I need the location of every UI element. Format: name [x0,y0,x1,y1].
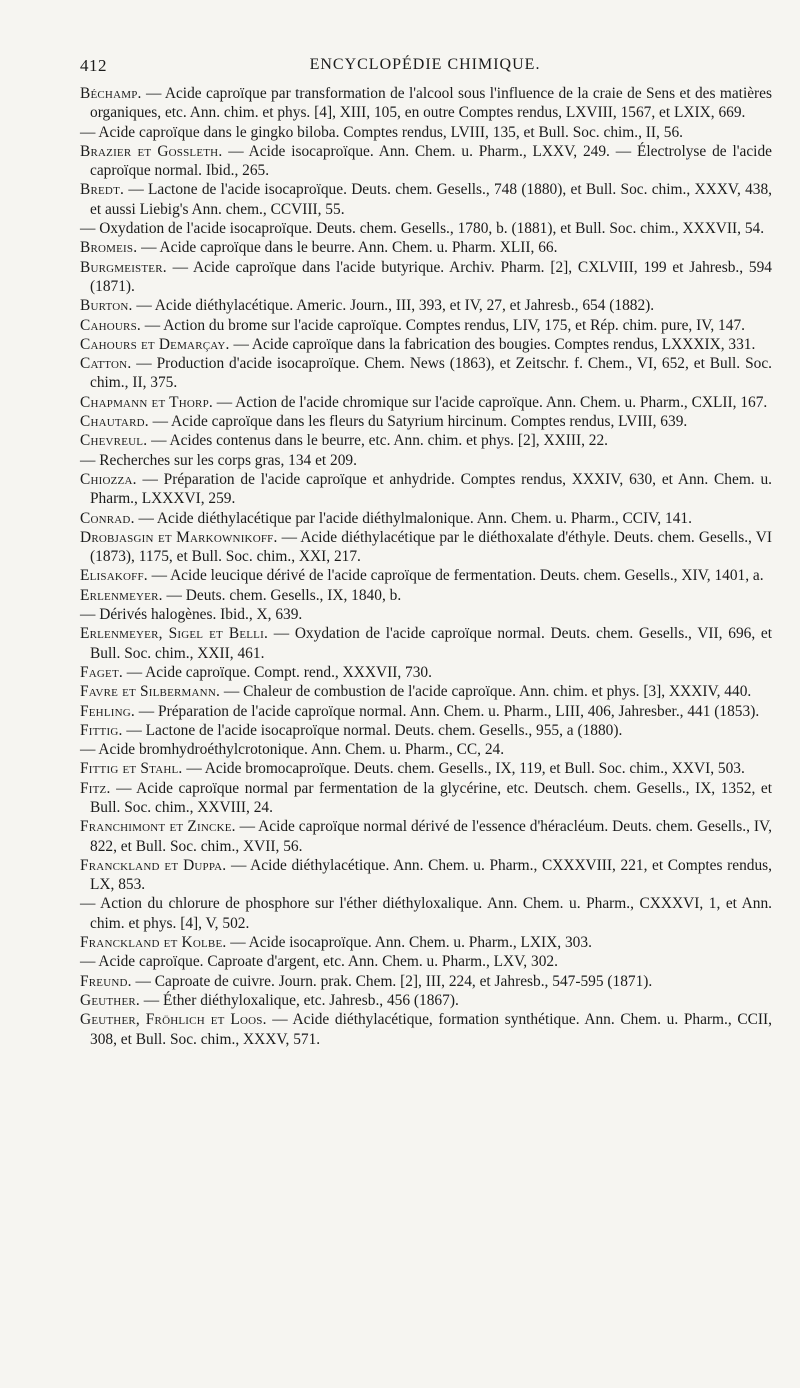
entry-text: — Oxydation de l'acide caproïque normal. Deuts. chem. Gesells., VII, 696, et Bull. Soc. chim., XXII, 461. [90,625,773,662]
bibliography-entry [80,335,772,354]
bibliography-entry [80,817,772,856]
entry-text: — Acide caproïque par transformation de l'alcool sous l'influence de la craie de Sens et des matières organiques, etc. Ann. chim. et phys. [4], XIII, 105, en outre Comptes rendus, LXVIII, 1567, et LXIX, 669. [90,85,772,122]
entry-text: — Préparation de l'acide caproïque normal. Ann. Chem. u. Pharm., LIII, 406, Jahresber., 441 (1853). [134,702,760,720]
bibliography-entry [80,258,772,297]
bibliography-list [80,84,772,1049]
entry-text: — Acides contenus dans le beurre, etc. Ann. chim. et phys. [2], XXIII, 22. [147,432,608,450]
bibliography-entry [80,451,772,470]
entry-text: — Acide diéthylacétique. Ann. Chem. u. Pharm., CXXXVIII, 221, et Comptes rendus, LX, 853. [90,856,772,894]
bibliography-entry [80,1010,772,1049]
entry-text: — Action du brome sur l'acide caproïque. Comptes rendus, LIV, 175, et Rép. chim. pure, IV, 147. [140,316,745,334]
bibliography-entry [80,219,772,238]
bibliography-entry [80,856,772,895]
bibliography-entry [80,972,772,991]
entry-text: — Dérivés halogènes. Ibid., X, 639. [80,606,303,624]
bibliography-entry [80,84,772,123]
entry-text: — Acide caproïque dans les fleurs du Satyrium hircinum. Comptes rendus, LVIII, 639. [148,413,688,431]
entry-author: Franckland et Duppa. [80,856,227,874]
page-header [80,50,770,84]
bibliography-entry [80,296,772,315]
bibliography-entry [80,528,772,567]
bibliography-entry [80,586,772,605]
entry-author: Bredt. [80,181,125,199]
bibliography-entry [80,123,772,142]
entry-text: — Caproate de cuivre. Journ. prak. Chem. [2], III, 224, et Jahresb., 547-595 (1871). [131,972,653,990]
entry-author: Chiozza. [80,470,137,488]
entry-author: Fittig et Stahl. [80,760,183,778]
entry-author: Erlenmeyer, Sigel et Belli. [80,625,268,643]
entry-author: Franchimont et Zincke. [80,818,236,836]
entry-text: — Deuts. chem. Gesells., IX, 1840, b. [162,586,402,604]
bibliography-entry [80,393,772,412]
entry-author: Conrad. [80,509,135,527]
entry-author: Fehling. [80,702,135,720]
bibliography-entry [80,238,772,257]
entry-text: — Acide isocaproïque. Ann. Chem. u. Pharm., LXIX, 303. [226,934,592,952]
entry-author: Fitz. [80,779,111,797]
bibliography-entry [80,354,772,393]
entry-text: — Acide caproïque. Caproate d'argent, etc. Ann. Chem. u. Pharm., LXV, 302. [80,953,558,971]
bibliography-entry [80,740,772,759]
entry-text: — Production d'acide isocaproïque. Chem. News (1863), et Zeitschr. f. Chem., VI, 652, et Bull. Soc. chim., II, 375. [90,355,772,392]
entry-author: Freund. [80,972,132,990]
entry-author: Béchamp. [80,85,142,102]
bibliography-entry [80,566,772,585]
entry-text: — Action du chlorure de phosphore sur l'éther diéthyloxalique. Ann. Chem. u. Pharm., CXXXVI, 1, et Ann. chim. et phys. [4], V, 502. [80,895,772,932]
entry-text: — Acide caproïque dans l'acide butyrique. Archiv. Pharm. [2], CXLVIII, 199 et Jahresb., 594 (1871). [90,258,772,295]
entry-text: — Chaleur de combustion de l'acide caproïque. Ann. chim. et phys. [3], XXXIV, 440. [220,683,752,701]
entry-author: Chapmann et Thorp. [80,393,213,411]
entry-text: — Acide bromocaproïque. Deuts. chem. Gesells., IX, 119, et Bull. Soc. chim., XXVI, 503. [182,760,745,778]
entry-text: — Lactone de l'acide isocaproïque normal. Deuts. chem. Gesells., 955, a (1880). [122,721,623,739]
entry-text: — Acide bromhydroéthylcrotonique. Ann. Chem. u. Pharm., CC, 24. [80,741,505,759]
entry-author: Chevreul. [80,432,148,450]
entry-text: — Acide caproïque normal par fermentation de la glycérine, etc. Deutsch. chem. Gesells., IX, 1352, et Bull. Soc. chim., XXVIII, 24. [90,779,772,816]
entry-author: Catton. [80,355,132,373]
entry-author: Burgmeister. [80,258,167,276]
bibliography-entry [80,605,772,624]
entry-author: Burton. [80,297,133,315]
entry-author: Cahours et Demarçay. [80,335,230,353]
bibliography-entry [80,991,772,1010]
entry-author: Chautard. [80,413,149,431]
bibliography-entry [80,180,772,219]
bibliography-entry [80,779,772,818]
bibliography-entry [80,316,772,335]
entry-author: Geuther. [80,991,140,1009]
bibliography-entry [80,509,772,528]
entry-text: — Acide diéthylacétique par l'acide diéthylmalonique. Ann. Chem. u. Pharm., CCIV, 141. [134,509,692,527]
bibliography-entry [80,682,772,701]
entry-text: — Action de l'acide chromique sur l'acide caproïque. Ann. Chem. u. Pharm., CXLII, 167. [212,393,768,411]
bibliography-entry [80,759,772,778]
bibliography-entry [80,952,772,971]
bibliography-entry [80,470,772,509]
bibliography-entry [80,142,772,181]
entry-author: Erlenmeyer. [80,586,163,604]
entry-text: — Acide caproïque dans le gingko biloba. Comptes rendus, LVIII, 135, et Bull. Soc. chim., II, 56. [80,123,683,141]
entry-text: — Acide diéthylacétique par le diéthoxalate d'éthyle. Deuts. chem. Gesells., VI (1873), 1175, et Bull. Soc. chim., XXI, 217. [90,528,772,566]
bibliography-entry [80,663,772,682]
bibliography-entry [80,933,772,952]
entry-text: — Acide caproïque normal dérivé de l'essence d'héracléum. Deuts. chem. Gesells., IV, 822, et Bull. Soc. chim., XVII, 56. [90,818,772,855]
entry-text: — Lactone de l'acide isocaproïque. Deuts. chem. Gesells., 748 (1880), et Bull. Soc. chim., XXXV, 438, et aussi Liebig's Ann. chem., CCVIII, 55. [90,181,772,218]
entry-author: Elisakoff. [80,567,148,585]
entry-text: — Acide caproïque. Compt. rend., XXXVII, 730. [122,663,432,681]
entry-author: Bromeis. [80,239,138,257]
entry-author: Faget. [80,663,123,681]
entry-text: — Préparation de l'acide caproïque et anhydride. Comptes rendus, XXXIV, 630, et Ann. Chem. u. Pharm., LXXXVI, 259. [90,470,772,508]
entry-text: — Acide caproïque dans la fabrication des bougies. Comptes rendus, LXXXIX, 331. [229,335,756,353]
entry-text: — Acide diéthylacétique. Americ. Journ., III, 393, et IV, 27, et Jahresb., 654 (1882). [132,297,655,315]
entry-text: — Acide caproïque dans le beurre. Ann. Chem. u. Pharm. XLII, 66. [137,239,558,257]
page-number: 412 [80,56,107,75]
entry-author: Favre et Silbermann. [80,683,221,701]
bibliography-entry [80,431,772,450]
entry-text: — Acide leucique dérivé de l'acide caproïque de fermentation. Deuts. chem. Gesells., XIV, 1401, a. [147,567,764,585]
entry-text: — Acide isocaproïque. Ann. Chem. u. Pharm., LXXV, 249. — Électrolyse de l'acide caproïque normal. Ibid., 265. [90,142,772,180]
entry-author: Geuther, Fröhlich et Loos. [80,1011,267,1029]
running-title: ENCYCLOPÉDIE CHIMIQUE. [309,56,541,73]
bibliography-entry [80,894,772,933]
entry-text: — Éther diéthyloxalique, etc. Jahresb., 456 (1867). [139,991,459,1009]
entry-author: Fittig. [80,721,123,739]
entry-author: Drobjasgin et Markownikoff. [80,528,278,546]
entry-author: Brazier et Gossleth. [80,142,223,160]
entry-text: — Acide diéthylacétique, formation synthétique. Ann. Chem. u. Pharm., CCII, 308, et Bull. Soc. chim., XXXV, 571. [90,1011,772,1048]
bibliography-entry [80,702,772,721]
entry-author: Cahours. [80,316,141,334]
entry-text: — Recherches sur les corps gras, 134 et 209. [80,451,357,469]
bibliography-entry [80,624,772,663]
entry-text: — Oxydation de l'acide isocaproïque. Deuts. chem. Gesells., 1780, b. (1881), et Bull. Soc. chim., XXXVII, 54. [80,220,765,238]
entry-author: Franckland et Kolbe. [80,934,227,952]
bibliography-entry [80,412,772,431]
bibliography-entry [80,721,772,740]
